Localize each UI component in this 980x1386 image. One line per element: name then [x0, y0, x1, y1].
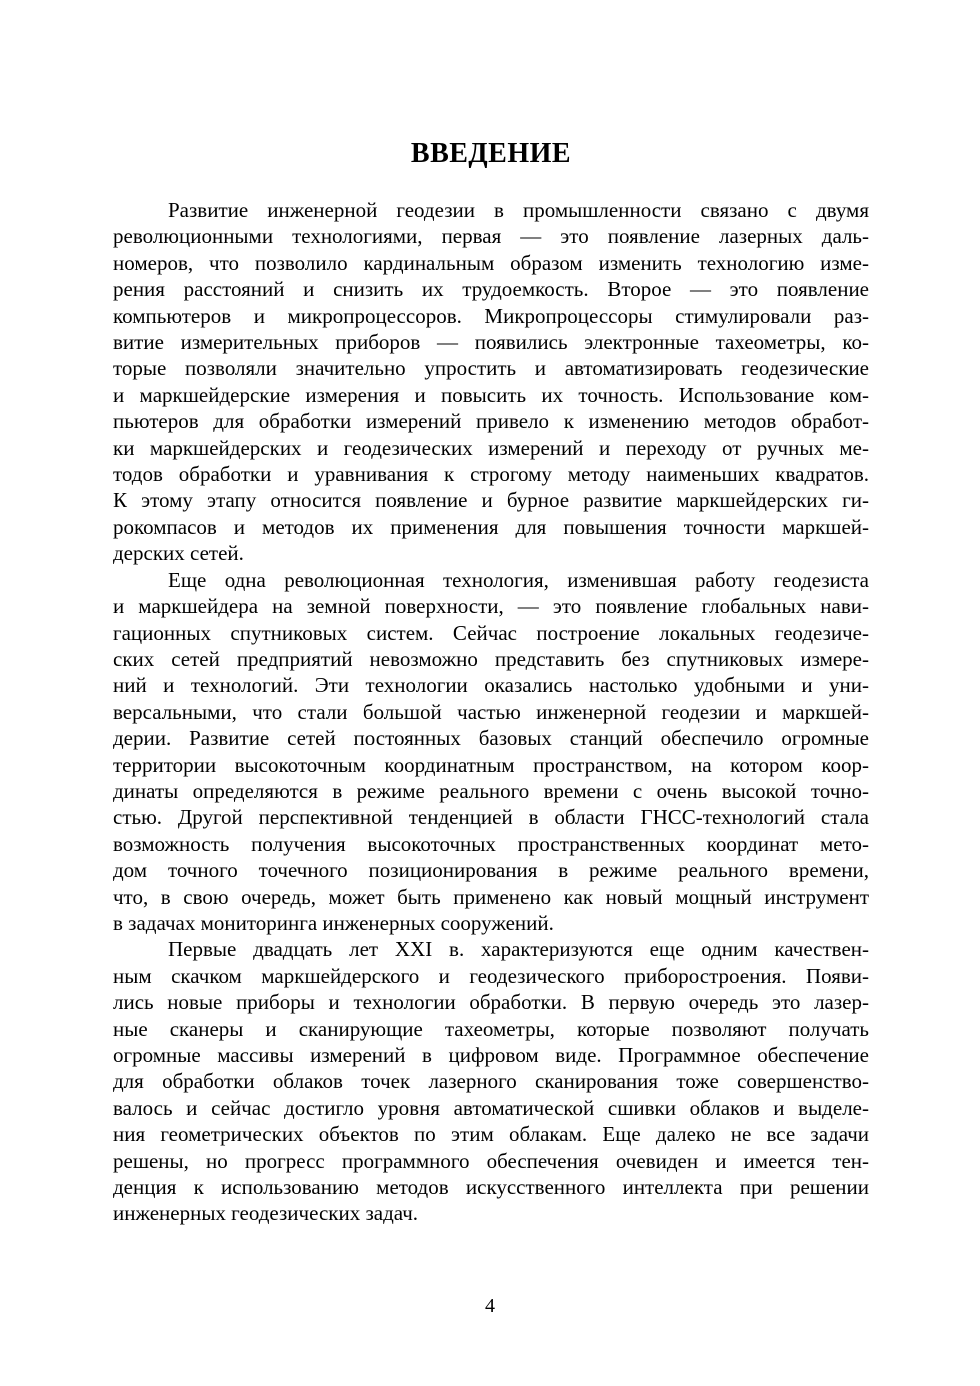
text-line: решены, но прогресс программного обеспечения очевиден и имеется тен- [113, 1148, 869, 1173]
text-line: динаты определяются в режиме реального времени с очень высокой точно- [113, 778, 869, 803]
text-line: валось и сейчас достигло уровня автоматической сшивки облаков и выделе- [113, 1095, 869, 1120]
page-content [113, 0, 869, 1227]
text-line: дом точного точечного позиционирования в режиме реального времени, [113, 858, 869, 883]
text-line: К этому этапу относится появление и бурное развитие маркшейдерских ги- [113, 488, 869, 513]
text-line: для обработки облаков точек лазерного сканирования тоже совершенство- [113, 1069, 869, 1094]
text-line: витие измерительных приборов — появились электронные тахеометры, ко- [113, 330, 869, 355]
text-line: Первые двадцать лет XXI в. характеризуются еще одним качествен- [168, 937, 869, 962]
text-line: ния геометрических объектов по этим облакам. Еще далеко не все задачи [113, 1122, 869, 1147]
text-line: возможность получения высокоточных пространственных координат мето- [113, 831, 869, 856]
paragraph [113, 936, 869, 1226]
text-line: номеров, что позволило кардинальным образом изменить технологию изме- [113, 250, 869, 275]
text-line: компьютеров и микропроцессоров. Микропроцессоры стимулировали раз- [113, 303, 869, 328]
text-line: территории высокоточным координатным пространством, на котором коор- [113, 752, 869, 777]
text-line: инженерных геодезических задач. [113, 1201, 419, 1226]
text-line: Развитие инженерной геодезии в промышленности связано с двумя [168, 198, 869, 222]
text-line: и маркшейдера на земной поверхности, — это появление глобальных нави- [113, 594, 869, 619]
text-line: лись новые приборы и технологии обработки. В первую очередь это лазер- [113, 990, 869, 1015]
text-line: революционными технологиями, первая — это появление лазерных даль- [113, 224, 869, 249]
text-line: пьютеров для обработки измерений привело к изменению методов обработ- [113, 409, 869, 434]
text-line: ным скачком маркшейдерского и геодезического приборостроения. Появи- [113, 963, 869, 988]
page-number: 4 [485, 1295, 495, 1317]
text-line: гационных спутниковых систем. Сейчас построение локальных геодезиче- [113, 620, 869, 645]
text-line: ний и технологий. Эти технологии оказались настолько удобными и уни- [113, 673, 869, 698]
page-title: ВВЕДЕНИЕ [410, 138, 572, 169]
text-line: стью. Другой перспективной тенденцией в области ГНСС-технологий стала [113, 805, 869, 830]
text-line: что, в свою очередь, может быть применено как новый мощный инструмент [113, 884, 869, 909]
text-line: тодов обработки и уравнивания к строгому методу наименьших квадратов. [113, 462, 869, 487]
text-line: огромные массивы измерений в цифровом виде. Программное обеспечение [113, 1043, 869, 1067]
text-line: дерских сетей. [113, 541, 244, 566]
text-line: ских сетей предприятий невозможно представить без спутниковых измере- [113, 646, 869, 671]
text-line: ные сканеры и сканирующие тахеометры, которые позволяют получать [113, 1016, 869, 1041]
body-text [113, 197, 869, 1227]
text-line: версальными, что стали большой частью инженерной геодезии и маркшей- [113, 699, 869, 724]
text-line: денция к использованию методов искусственного интеллекта при решении [113, 1175, 869, 1200]
text-line: дерии. Развитие сетей постоянных базовых станций обеспечило огромные [113, 726, 869, 751]
text-line: и маркшейдерские измерения и повысить их точность. Использование ком- [113, 382, 869, 407]
paragraph [113, 567, 869, 937]
text-line: рокомпасов и методов их применения для повышения точности маркшей- [113, 514, 869, 539]
text-line: ки маркшейдерских и геодезических измерений и переходу от ручных ме- [113, 435, 869, 460]
text-line: торые позволяли значительно упростить и автоматизировать геодезические [113, 356, 869, 381]
text-line: Еще одна революционная технология, изменившая работу геодезиста [168, 567, 869, 592]
text-line: в задачах мониторинга инженерных сооружений. [113, 910, 554, 935]
text-line: рения расстояний и снизить их трудоемкость. Второе — это появление [113, 277, 869, 302]
paragraph [113, 197, 869, 567]
